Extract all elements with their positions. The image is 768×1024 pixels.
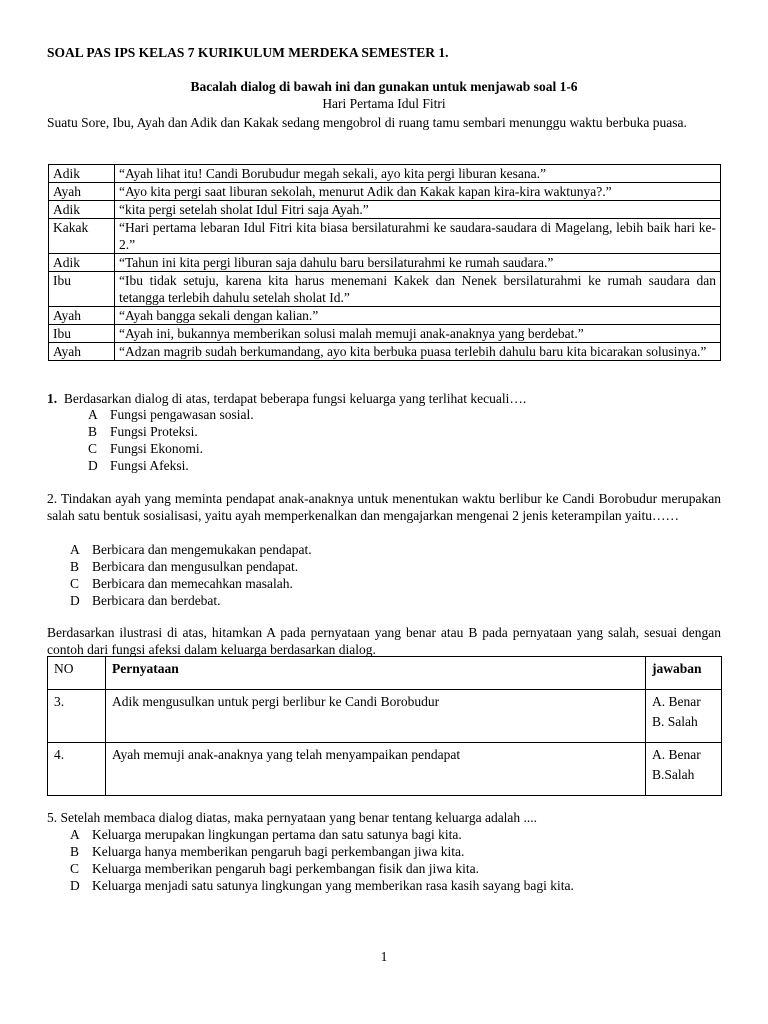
option: [70, 575, 312, 592]
utterance: “Adzan magrib sudah berkumandang, ayo kita berbuka puasa terlebih dahulu baru kita bicarakan solusinya.”: [115, 343, 721, 361]
option: [88, 457, 254, 474]
option: [70, 592, 312, 609]
speaker: Ibu: [49, 325, 115, 343]
option-letter: D: [70, 593, 80, 608]
dialog-row: [49, 307, 721, 325]
header-no: NO: [48, 657, 106, 690]
option-letter: D: [88, 458, 98, 473]
row-statement: Ayah memuji anak-anaknya yang telah menyampaikan pendapat: [106, 743, 646, 796]
question-2: 2. Tindakan ayah yang meminta pendapat anak-anaknya untuk menentukan waktu berlibur ke Candi Borobudur merupakan salah satu bentuk sosialisasi, yaitu ayah memperkenalkan dan mengajarkan mengenai 2 jenis keterampilan yaitu……: [47, 491, 721, 523]
option-text: Keluarga memberikan pengaruh bagi perkembangan fisik dan jiwa kita.: [92, 861, 479, 876]
answer-b[interactable]: B. Salah: [652, 714, 698, 729]
option-letter: B: [88, 424, 98, 439]
dialog-row: [49, 201, 721, 219]
option: [70, 558, 312, 575]
option-text: Berbicara dan mengusulkan pendapat.: [92, 559, 299, 574]
speaker: Adik: [49, 201, 115, 219]
option-text: Fungsi pengawasan sosial.: [110, 407, 254, 422]
option-letter: C: [70, 861, 80, 876]
utterance: “Ayo kita pergi saat liburan sekolah, menurut Adik dan Kakak kapan kira-kira waktunya?.”: [115, 183, 721, 201]
option-text: Berbicara dan memecahkan masalah.: [92, 576, 293, 591]
utterance: “kita pergi setelah sholat Idul Fitri saja Ayah.”: [115, 201, 721, 219]
question-5: 5. Setelah membaca dialog diatas, maka pernyataan yang benar tentang keluarga adalah ....: [47, 810, 538, 825]
utterance: “Ayah ini, bukannya memberikan solusi malah memuji anak-anaknya yang berdebat.”: [115, 325, 721, 343]
utterance: “Ayah bangga sekali dengan kalian.”: [115, 307, 721, 325]
row-number: 4.: [48, 743, 106, 796]
row-statement: Adik mengusulkan untuk pergi berlibur ke Candi Borobudur: [106, 690, 646, 743]
question-1: [47, 390, 721, 407]
option: [70, 860, 574, 877]
option: [70, 877, 574, 894]
dialog-row: [49, 272, 721, 307]
dialog-row: [49, 183, 721, 201]
header-statement: Pernyataan: [106, 657, 646, 690]
true-false-table: [47, 656, 722, 796]
option: [88, 423, 254, 440]
option-text: Fungsi Afeksi.: [110, 458, 189, 473]
option: [70, 843, 574, 860]
speaker: Ayah: [49, 343, 115, 361]
speaker: Ayah: [49, 183, 115, 201]
option-letter: B: [70, 844, 80, 859]
option-text: Keluarga menjadi satu satunya lingkungan yang memberikan rasa kasih sayang bagi kita.: [92, 878, 574, 893]
option-letter: C: [88, 441, 98, 456]
dialog-row: [49, 325, 721, 343]
dialog-title: Hari Pertama Idul Fitri: [322, 96, 446, 111]
reading-instruction: Bacalah dialog di bawah ini dan gunakan untuk menjawab soal 1-6: [190, 79, 578, 94]
speaker: Adik: [49, 165, 115, 183]
option-letter: C: [70, 576, 80, 591]
speaker: Ayah: [49, 307, 115, 325]
option-letter: A: [70, 827, 80, 842]
option-letter: D: [70, 878, 80, 893]
document-title: SOAL PAS IPS KELAS 7 KURIKULUM MERDEKA SEMESTER 1.: [47, 45, 449, 60]
row-number: 3.: [48, 690, 106, 743]
table-row: [48, 690, 722, 743]
page-number: 1: [380, 949, 388, 964]
option-text: Keluarga hanya memberikan pengaruh bagi perkembangan jiwa kita.: [92, 844, 465, 859]
speaker: Kakak: [49, 219, 115, 254]
intro-paragraph: Suatu Sore, Ibu, Ayah dan Adik dan Kakak sedang mengobrol di ruang tamu sembari menunggu waktu berbuka puasa.: [47, 115, 687, 130]
option: [88, 440, 254, 457]
answer-a[interactable]: A. Benar: [652, 694, 701, 709]
dialog-row: [49, 219, 721, 254]
option-text: Keluarga merupakan lingkungan pertama dan satu satunya bagi kita.: [92, 827, 462, 842]
utterance: “Ibu tidak setuju, karena kita harus menemani Kakek dan Nenek bersilaturahmi ke rumah saudara dan tetangga terlebih dahulu setelah sholat Id.”: [115, 272, 721, 307]
question-number: 1.: [47, 391, 58, 406]
utterance: “Tahun ini kita pergi liburan saja dahulu baru bersilaturahmi ke rumah saudara.”: [115, 254, 721, 272]
question-text: Berdasarkan dialog di atas, terdapat beberapa fungsi keluarga yang terlihat kecuali….: [63, 391, 527, 406]
utterance: “Hari pertama lebaran Idul Fitri kita biasa bersilaturahmi ke saudara-saudara di Magelang, lebih baik hari ke-2.”: [115, 219, 721, 254]
option-letter: A: [70, 542, 80, 557]
option-letter: B: [70, 559, 80, 574]
header-answer: jawaban: [646, 657, 722, 690]
option: [70, 826, 574, 843]
table-row: [48, 743, 722, 796]
question-2-options: [70, 541, 312, 609]
option: [70, 541, 312, 558]
option-letter: A: [88, 407, 98, 422]
dialog-table: [48, 164, 721, 361]
dialog-row: [49, 254, 721, 272]
table-header-row: [48, 657, 722, 690]
row-answer: [646, 690, 722, 743]
question-1-options: [88, 406, 254, 474]
speaker: Ibu: [49, 272, 115, 307]
dialog-row: [49, 165, 721, 183]
question-5-options: [70, 826, 574, 894]
answer-b[interactable]: B.Salah: [652, 767, 695, 782]
option-text: Berbicara dan berdebat.: [92, 593, 221, 608]
option-text: Fungsi Proteksi.: [110, 424, 198, 439]
row-answer: [646, 743, 722, 796]
true-false-instruction: Berdasarkan ilustrasi di atas, hitamkan A pada pernyataan yang benar atau B pada pernyataan yang salah, sesuai dengan contoh dari fungsi afeksi dalam keluarga berdasarkan dialog.: [47, 625, 721, 657]
option-text: Fungsi Ekonomi.: [110, 441, 204, 456]
answer-a[interactable]: A. Benar: [652, 747, 701, 762]
option-text: Berbicara dan mengemukakan pendapat.: [92, 542, 312, 557]
utterance: “Ayah lihat itu! Candi Borubudur megah sekali, ayo kita pergi liburan kesana.”: [115, 165, 721, 183]
option: [88, 406, 254, 423]
dialog-row: [49, 343, 721, 361]
speaker: Adik: [49, 254, 115, 272]
